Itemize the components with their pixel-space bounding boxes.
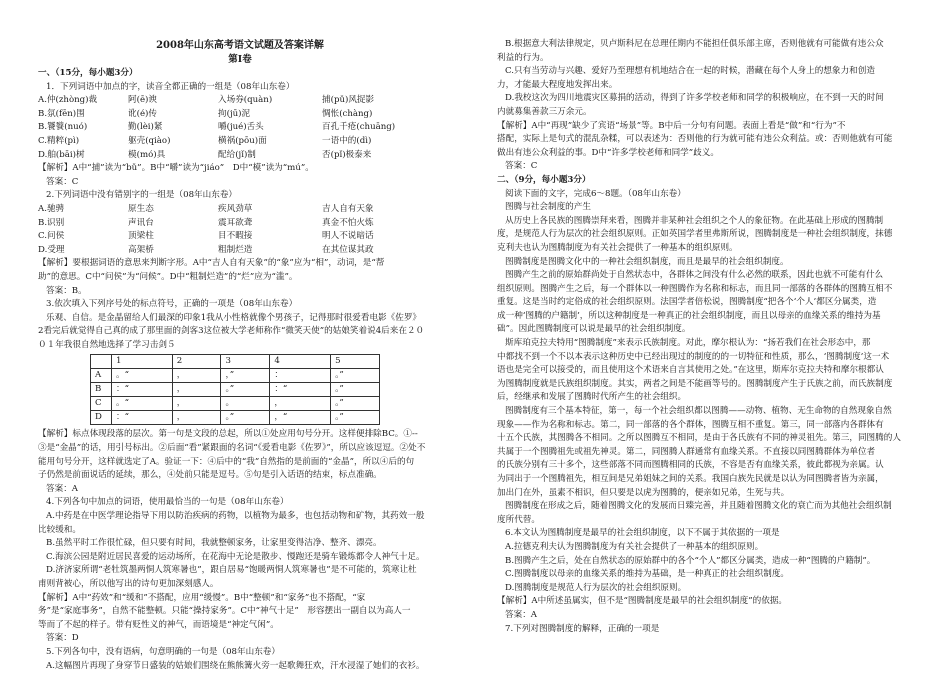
passage-line: 为同出于一个图腾祖先，相互间是兄弟姐妹之间的关系。我国白族先民就是以认为同图腾者皆为亲属，	[497, 474, 884, 484]
passage-line: 础”。因此图腾制度可以说是最早的社会组织制度。	[497, 324, 691, 335]
option-cell: C.问侯	[38, 231, 65, 242]
section-heading: 一、（15分，每小题3分）	[38, 68, 138, 78]
question-2	[38, 189, 442, 298]
option-cell: B.饕餮(nuó)	[38, 122, 88, 133]
option-line: C.图腾制度以母亲的血缘关系的维持为基础，是一种真正的社会组织制度。	[505, 569, 790, 580]
option-cell: 阿(ē)谀	[128, 95, 157, 106]
table-cell: ，”	[221, 369, 270, 383]
right-column	[497, 38, 909, 636]
analysis-text: 【解析】A中“药效”和“缓和”不搭配，应用“缓慢”。B中“整顿”和“家务”也不搭配，“家	[38, 592, 366, 603]
analysis-text: 等而了不起的样子。带有贬性义的神气，而语境是“神定气闲”。	[38, 619, 279, 630]
option-cell: B.识别	[38, 217, 65, 228]
option-cell: 百孔千疮(chuāng)	[322, 122, 396, 133]
option-row	[38, 121, 442, 135]
passage-line: 乐观、自信。是金晶留给人们最深的印象1我从小性格就像个男孩子，记得那时很爱看电影《佐罗》	[46, 312, 422, 323]
option-cell: 明人不说暗话	[322, 231, 374, 242]
passage-title: 图腾与社会制度的产生	[505, 202, 591, 213]
table-header-row	[91, 355, 380, 369]
table-cell: D	[91, 411, 112, 425]
option-cell: A.仲(zhòng)裁	[38, 95, 98, 106]
passage-line: 共属于一个图腾祖先或祖先神灵。第二，同图腾人群通常有血缘关系。不直接以同图腾群体为单位者	[497, 446, 876, 457]
option-line: 利益的行为。	[497, 52, 549, 63]
analysis-text: 【解析】A中“再现”缺少了宾语“场景”等。B中后一分句有问题。表面上看是“做”和“行为”不	[497, 120, 846, 131]
passage-line: 克利夫也认为图腾制度为有关社会提供了一种基本的组织原则。	[497, 242, 738, 253]
table-cell: B	[91, 383, 112, 397]
option-line: D.济济家所谓“老牡筑墨两恫人筑寒暑也”，跟自居易“饱暖两恫人筑寒暑也”是不可能的，筑寒让杜	[46, 565, 417, 576]
option-line: 甫则背被心，所以他写出的诗句更加深刻感人。	[38, 579, 219, 589]
table-cell: A	[91, 369, 112, 383]
analysis-text: 【解析】A中所述虽属实，但不是“图腾制度是最早的社会组织制度”的依据。	[497, 596, 787, 607]
answer-text: 答案：C	[46, 176, 79, 187]
option-cell: D.舶(bāi)树	[38, 149, 85, 160]
table-cell: 。”	[331, 397, 380, 411]
question-stem: 3.依次填入下列序号处的标点符号，正确的一项是（08年山东卷）	[46, 299, 298, 310]
table-cell: ：“	[112, 411, 173, 425]
question-3	[38, 298, 442, 496]
option-cell: 捕(pǔ)风捉影	[322, 95, 375, 106]
answer-text: 答案：A	[46, 483, 78, 494]
option-line: A.中药是在中医学理论指导下用以防治疾病的药物，以植物为最多，也包括动物和矿物，其药效一般	[46, 511, 425, 522]
option-row	[38, 94, 442, 108]
option-row	[38, 149, 442, 163]
passage-line: 斯库珀克拉夫特用“图腾制度”来表示氏族制度。对此，摩尔根认为：“扬若我们在社会形态中，那	[505, 338, 871, 349]
table-cell: 2	[172, 355, 221, 369]
option-line: D.图腾制度是规范人行为层次的社会组织原则。	[505, 582, 687, 593]
option-cell: 在其位谋其政	[322, 244, 374, 255]
table-cell: 。	[221, 397, 270, 411]
option-cell: 高架桥	[128, 244, 154, 255]
passage-line: 语也是完全可以接受的，而且使用这个术语来自言其使用之处。”在这里，斯库尔克拉夫特和摩尔根都认	[497, 365, 884, 376]
option-line: A.这幅图片再现了身穿节日盛装的姑娘们围绕在熊熊篝火旁一起歌舞狂欢，汗水浸湿了她们的衣衫。	[46, 660, 425, 671]
option-cell: 声讯台	[128, 217, 154, 228]
passage-line: 图腾制度在形成之后，随着图腾文化的发展而日臻完善，并且随着图腾文化的衰亡而为其他社会组织制	[505, 501, 892, 512]
option-line: C.海滨公园是附近居民喜爱的运动场所，在花海中无论是散步、慢跑还是骑车锻炼都令人神气十足。	[46, 551, 425, 562]
passage-line: 重复。这是当时约定俗成的社会组织原则。法国学者倍松说，图腾制度“把各个‘个人’都区分属类，造	[497, 297, 877, 308]
option-cell: A.驰骋	[38, 203, 65, 214]
option-cell: D.受理	[38, 244, 65, 255]
table-cell: 。”	[331, 383, 380, 397]
table-cell: 。”	[221, 411, 270, 425]
question-stem: 2.下列词语中没有错别字的一组是（08年山东卷）	[46, 190, 238, 201]
question-6	[497, 527, 909, 622]
passage-line: 的氏族分别有三十多个，这些部落不同而图腾相同的氏族，不容是否有血缘关系，彼此都视为亲属。认	[497, 460, 884, 471]
option-cell: 目不暇接	[218, 231, 253, 242]
option-cell: 粗制烂造	[218, 244, 253, 255]
analysis-text: 能用句号分开，这样就选定了A。验证一下：④后中的“我”自然指的是前面的“金晶”，所以④后的句	[38, 456, 415, 467]
table-cell: ，	[270, 397, 331, 411]
section-heading: 二、（9分，每小题3分）	[497, 174, 591, 185]
reading-passage	[497, 215, 909, 528]
table-cell: ：	[270, 369, 331, 383]
passage-line: 图腾产生之前的原始群尚处于自然状态中，各群体之间没有什么必然的联系，因此也就不可能有什么	[505, 270, 884, 281]
option-cell: 原生态	[128, 203, 154, 214]
option-cell: 惆怅(chàng)	[322, 108, 373, 119]
answer-text: 答案：C	[505, 161, 538, 172]
passage-line: 度，是规范人行为层次的社会组织原则。正如英国学者里弗斯所说，图腾制度是一种社会组织制度，抹德	[497, 229, 893, 240]
analysis-text: 务”是“家庭事务”，自然不能整顿。只能“操持家务”。C中“神气十足” 形容摆出一副自以为高人一	[38, 606, 411, 617]
table-cell: 。”	[221, 383, 270, 397]
table-cell: C	[91, 397, 112, 411]
question-5	[38, 646, 442, 673]
question-5-continued	[497, 38, 909, 174]
option-cell: 否(pǐ)极泰来	[322, 149, 372, 160]
analysis-text: 助”的意思。C中“问侯”为“问候”。D中“粗制烂造”的“烂”应为“滥”。	[38, 271, 298, 282]
option-line: 内就募集善款三万余元。	[497, 106, 592, 117]
analysis-text: ③是“金晶”的话，用引号标出。②后面“看”紧跟面的名词“《爱看电影《佐罗》”，所以应该逗逗。②处不	[38, 443, 426, 454]
table-cell: 3	[221, 355, 270, 369]
part-heading: 第Ⅰ卷	[228, 54, 252, 65]
option-line: D.我校这次为四川地震灾区募捐的活动，得到了许多学校老师和同学的积极响应，在不到一天的时间	[505, 93, 884, 104]
option-line: 比较缓和。	[38, 524, 81, 535]
passage-line: 度所代替。	[497, 514, 540, 525]
option-cell: 嚼(jué)舌头	[218, 122, 264, 133]
option-line: 力，才能最大程度地发挥出来。	[497, 79, 618, 90]
passage-line: 现象——作为名称和标志。第二，同一部落的各个群体，图腾互相不重复。第三，同一部落内各群体有	[497, 419, 884, 430]
answer-text: 答案：A	[505, 609, 537, 620]
option-cell: 一语中的(dì)	[322, 135, 372, 146]
table-cell: 。”	[331, 411, 380, 425]
option-line: B.根据意大利法律规定，贝卢斯科尼在总理任期内不能担任俱乐部主席，否则他就有可能做有违公众	[505, 39, 884, 49]
passage-line: 图腾制度是图腾文化中的一种社会组织制度，而且是最早的社会组织制度。	[505, 256, 789, 267]
question-stem: 4.下列各句中加点的词语，使用最恰当的一句是（08年山东卷）	[46, 497, 289, 508]
question-7	[497, 623, 909, 637]
table-cell: ，“	[270, 411, 331, 425]
table-row	[91, 397, 380, 411]
table-cell: 5	[331, 355, 380, 369]
table-cell	[91, 355, 112, 369]
analysis-text: 子仍然是前面说话的延续，那么，④处前只能是逗号。⑤句是引入话语的结束，标点准确。	[38, 470, 382, 481]
option-cell: 勤(lèi)紧	[128, 122, 163, 133]
option-row	[38, 244, 442, 258]
document-title: 2008年山东高考语文试题及答案详解	[156, 40, 324, 51]
table-row	[91, 411, 380, 425]
passage-line: 十五个氏族，其图腾各不相同。之所以图腾互不相同，是由于各氏族有不同的神灵祖先。第三，同图腾的人	[497, 433, 901, 444]
table-cell: ，	[172, 411, 221, 425]
passage-line: 成一种‘图腾的户籍制’，所以这种制度是一种真正的社会组织制度，而且以母亲的血缘关系的维持为基	[497, 310, 881, 321]
option-cell: C.精粹(pì)	[38, 135, 80, 146]
analysis-text: 【解析】A中“捕”读为“bǔ”。B中“嚼”读为“jiáo” D中“模”读为“mú”。	[38, 163, 314, 174]
passage-line: 图腾制度有三个基本特征，第一，每一个社会组织都以图腾——动物、植物、无生命物的自然现象自然	[505, 406, 892, 417]
table-cell: 。”	[331, 369, 380, 383]
question-stem: 5.下列各句中，没有语病，句意明确的一句是（08年山东卷）	[46, 646, 280, 657]
passage-line: 2看完后就觉得自己真的成了那里面的剑客3这位被大学老师称作“微笑天使”的姑娘笑着说4后来在２０	[38, 326, 425, 337]
option-cell: B.氛(fēn)围	[38, 108, 85, 119]
option-row	[38, 203, 442, 217]
table-cell: ：“	[112, 383, 173, 397]
left-column	[38, 38, 442, 673]
table-cell: ，	[172, 383, 221, 397]
table-row	[91, 383, 380, 397]
passage-line: 从历史上各民族的图腾崇拜来看，图腾并非某种社会组织之个人的象征物。在此基础上形成的图腾制	[505, 215, 884, 226]
analysis-text: 做出有违公众利益的事。D中“许多学校老师和同学”歧义。	[497, 147, 719, 158]
question-stem: 6.本文认为图腾制度是最早的社会组织制度，以下不属于其依据的一项是	[505, 528, 780, 539]
analysis-text: 【解析】要根据词语的意思来判断字形。A中“吉人自有天象”的“象”应为“相”，动词，是“帮	[38, 258, 385, 269]
passage-line: 中都找不到一个不以本表示这种历史中已经出现过的制度的的一切特征和性质，那么，‘图腾制度’这一术	[497, 351, 890, 362]
option-row	[38, 230, 442, 244]
table-cell: ，	[172, 397, 221, 411]
option-cell: 配给(jǐ)制	[218, 149, 256, 160]
option-cell: 入场券(quàn)	[218, 95, 273, 106]
option-row	[38, 108, 442, 122]
option-cell: 疾风劲草	[218, 203, 253, 214]
analysis-text: 【解析】标点体现段落的层次。第一句是文段的总起，所以①处应用句号分开。这样便排除BC。①--	[38, 429, 418, 440]
option-cell: 横祸(pōu)面	[218, 135, 267, 146]
option-line: C.只有当劳动与兴趣、爱好乃至理想有机地结合在一起的时候，潜藏在每个人身上的想象力和创造	[505, 66, 875, 77]
option-cell: 震耳欲聋	[218, 217, 253, 228]
option-cell: 讹(é)传	[128, 108, 157, 119]
table-cell: ，	[172, 369, 221, 383]
option-cell: 真金不怕火炼	[322, 217, 374, 228]
question-1	[38, 81, 442, 190]
table-cell: 。“	[112, 369, 173, 383]
question-stem: 7.下列对图腾制度的解释，正确的一项是	[505, 623, 660, 634]
answer-text: 答案：B。	[46, 285, 87, 296]
passage-line: 组织原则。图腾产生之后，每一个群体以一种图腾作为名称和标志，而且同一部落的各群体的图腾互相不	[497, 283, 893, 294]
table-cell: 。“	[112, 397, 173, 411]
question-4	[38, 496, 442, 646]
passage-line: ０１年我很自然地选择了学习击剑５	[38, 339, 176, 350]
answer-text: 答案：D	[46, 633, 79, 644]
table-cell: 4	[270, 355, 331, 369]
option-cell: 顶梁柱	[128, 231, 154, 242]
analysis-text: 搭配，实际上是句式的混乱杂糅，可以表述为：否则他的行为就可能有违公众利益。或：否则他就有可能	[497, 134, 893, 145]
option-cell: 躯壳(qiào)	[128, 135, 171, 146]
option-line: B.图腾产生之后，处在自然状态的原始群中的各个“个人”都区分属类，造成一种“图腾的户籍制”。	[505, 555, 876, 566]
table-cell: ：“	[270, 383, 331, 397]
passage-line: 后，经继承和发展了图腾时代所产生的社会组织。	[497, 392, 687, 403]
option-line: A.拉德克利夫认为图腾制度为有关社会提供了一种基本的组织原则。	[505, 541, 764, 552]
reading-intro: 阅读下面的文字，完成6～8题。（08年山东卷）	[505, 188, 686, 199]
passage-line: 为图腾制度就是氏族组织制度。其实，两者之间是不能画等号的。图腾制度产生于氏族之前，而氏族制度	[497, 378, 893, 389]
question-stem: 1．下列词语中加点的字，读音全都正确的一组是（08年山东卷）	[46, 81, 295, 92]
option-cell: 吉人自有天象	[322, 203, 374, 214]
table-cell: 1	[112, 355, 173, 369]
table-row	[91, 369, 380, 383]
option-row	[38, 135, 442, 149]
option-row	[38, 217, 442, 231]
punctuation-table	[90, 354, 380, 425]
option-line: B.虽然平时工作很忙碌，但只要有时间，我就整顿家务，让家里变得洁净、整齐、漂亮。	[46, 538, 382, 549]
passage-line: 加出门在外，虽素不相识，但只要是以虎为图腾的，便亲如兄弟，生死与共。	[497, 487, 790, 498]
option-cell: 模(mó)具	[128, 149, 166, 160]
option-cell: 拘(jū)泥	[218, 108, 251, 119]
